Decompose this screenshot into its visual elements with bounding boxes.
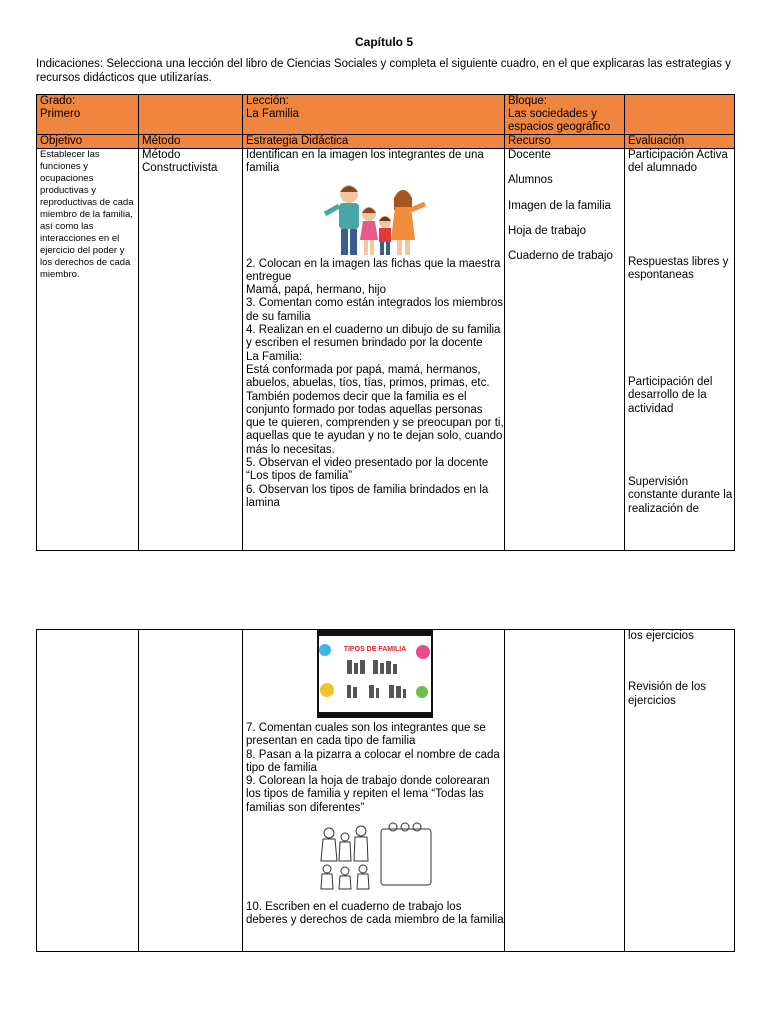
- recurso-cell: [505, 149, 625, 551]
- metodo-line-1: Método: [142, 149, 181, 161]
- estrategia-step-3: 3. Comentan como están integrados los miembros de su familia: [246, 297, 503, 323]
- metodo-cell-2: [139, 630, 243, 952]
- estrategia-familia-heading: La Familia:: [246, 350, 303, 363]
- bloque-value: Las sociedades y espacios geográfico: [508, 108, 611, 133]
- estrategia-step-8: 8. Pasan a la pizarra a colocar el nombre de cada tipo de familia: [246, 748, 500, 774]
- eval-item-continued: los ejercicios: [628, 630, 694, 642]
- empty-header-cell-2: [625, 95, 735, 135]
- metodo-line-2: Constructivista: [142, 162, 218, 175]
- evaluacion-cell: [625, 149, 735, 551]
- leccion-label: Lección:: [246, 95, 289, 107]
- family-illustration: [246, 180, 504, 258]
- instructions: Indicaciones: Selecciona una lección del libro de Ciencias Sociales y completa el siguiente cuadro, en el que explicaras las estrategias y recursos didácticos que utilizarías.: [36, 58, 731, 84]
- lesson-table-page1: [36, 94, 735, 551]
- eval-item-5: Revisión de los ejercicios: [628, 681, 706, 707]
- evaluacion-cell-2: [625, 630, 735, 952]
- estrategia-familia-text: Está conformada por papá, mamá, hermanos, abuelos, abuelas, tíos, tías, primos, primas, etc. También podemos decir que la familia es el conjunto formado por todas aquellas personas que te quieren, comprenden y se preocupan por ti, aquellas que te ayudan y no te dejan solo, cuando más lo necesitas.: [246, 363, 504, 456]
- tipos-de-familia-poster: [246, 630, 504, 722]
- leccion-value: La Familia: [246, 108, 300, 120]
- recurso-cell-2: [505, 630, 625, 952]
- grado-cell: [37, 95, 139, 135]
- eval-item-3: Participación del desarrollo de la actividad: [628, 376, 713, 415]
- estrategia-cell: [243, 149, 505, 551]
- coloring-worksheet: [246, 821, 504, 897]
- recurso-item: Imagen de la familia: [508, 199, 611, 212]
- estrategia-cell-2: [243, 630, 505, 952]
- bloque-cell: [505, 95, 625, 135]
- estrategia-step-4: 4. Realizan en el cuaderno un dibujo de su familia y escriben el resumen brindado por la docente: [246, 324, 501, 350]
- col-header-recurso: Recurso: [505, 135, 625, 149]
- poster-title: TIPOS DE FAMILIA: [343, 646, 407, 653]
- col-header-estrategia: Estrategia Didáctica: [243, 135, 505, 149]
- grado-label: Grado:: [40, 95, 76, 107]
- eval-item-4: Supervisión constante durante la realización de: [628, 476, 733, 515]
- lesson-table-page2: [36, 629, 735, 952]
- eval-item-2: Respuestas libres y espontaneas: [628, 255, 729, 281]
- col-header-objetivo: Objetivo: [37, 135, 139, 149]
- estrategia-step-6: 6. Observan los tipos de familia brindados en la lamina: [246, 483, 489, 509]
- estrategia-step-7: 7. Comentan cuales son los integrantes que se presentan en cada tipo de familia: [246, 722, 486, 748]
- objetivo-cell-2: [37, 630, 139, 952]
- empty-header-cell: [139, 95, 243, 135]
- estrategia-step-5: 5. Observan el video presentado por la docente “Los tipos de familia”: [246, 457, 489, 483]
- estrategia-step-1: Identifican en la imagen los integrantes de una familia: [246, 149, 484, 175]
- bloque-label: Bloque:: [508, 95, 548, 107]
- estrategia-step-10: 10. Escriben en el cuaderno de trabajo los deberes y derechos de cada miembro de la familia: [246, 901, 504, 927]
- recurso-item: Docente: [508, 149, 551, 161]
- col-header-metodo: Método: [139, 135, 243, 149]
- estrategia-step-2b: Mamá, papá, hermano, hijo: [246, 284, 386, 297]
- grado-value: Primero: [40, 108, 81, 120]
- page-title: Capítulo 5: [354, 35, 413, 49]
- metodo-cell: [139, 149, 243, 551]
- estrategia-step-2: 2. Colocan en la imagen las fichas que la maestra entregue: [246, 257, 501, 283]
- recurso-item: Cuaderno de trabajo: [508, 250, 613, 263]
- eval-item-1: Participación Activa del alumnado: [628, 149, 728, 175]
- estrategia-step-9: 9. Colorean la hoja de trabajo donde colorearan los tipos de familia y repiten el lema “Todas las familias son diferentes”: [246, 775, 490, 814]
- recurso-item: Hoja de trabajo: [508, 224, 586, 237]
- leccion-cell: [243, 95, 505, 135]
- recurso-item: Alumnos: [508, 174, 553, 187]
- col-header-evaluacion: Evaluación: [625, 135, 735, 149]
- objetivo-cell: Establecer las funciones y ocupaciones productivas y reproductivas de cada miembro de la familia, así como las interacciones en el ejercicio del poder y los derechos de cada miembro.: [37, 149, 139, 551]
